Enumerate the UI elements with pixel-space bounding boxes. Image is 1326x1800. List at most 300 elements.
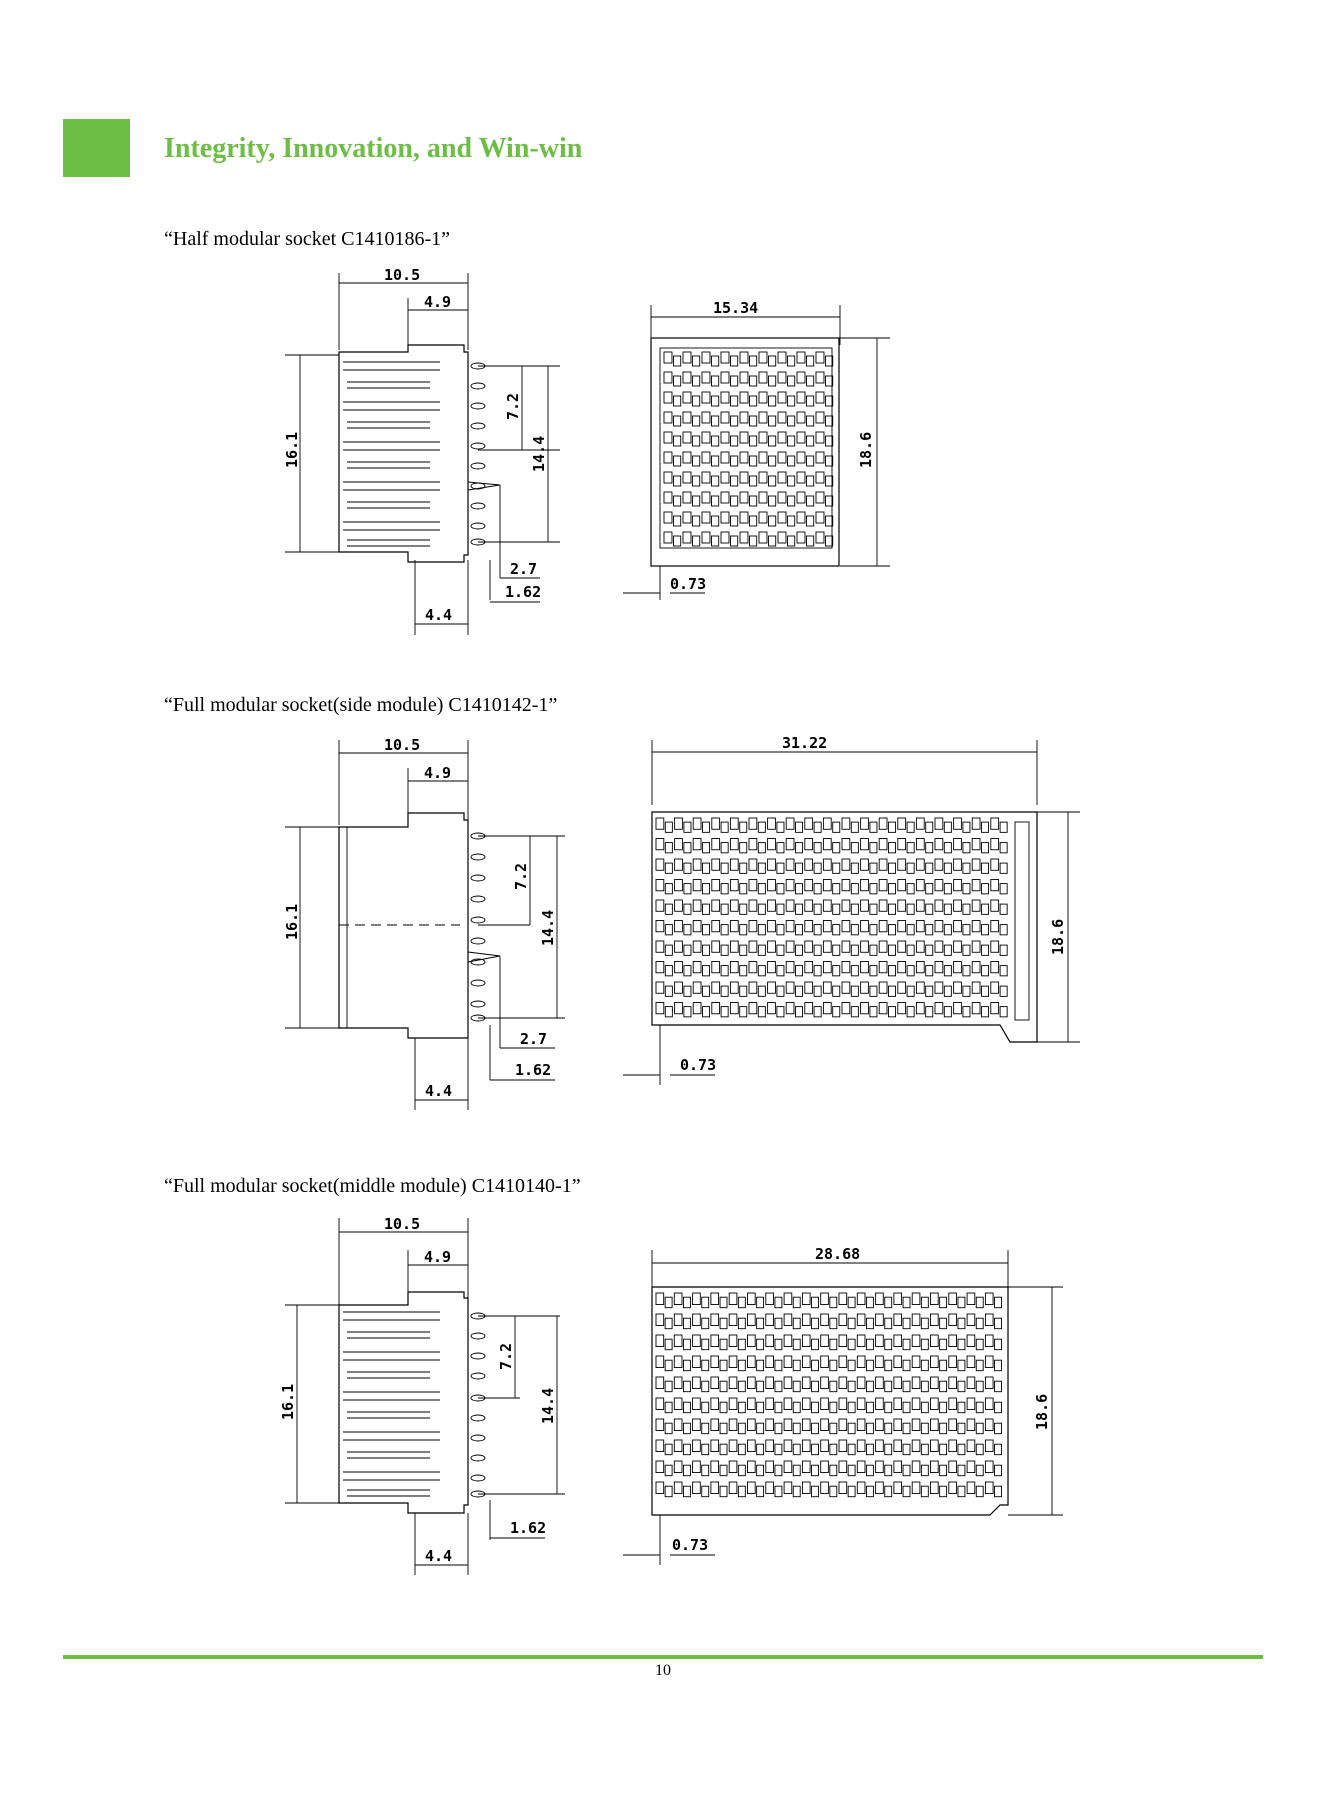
contact-cell	[851, 843, 858, 853]
dim-pitch-half: 7.2	[504, 392, 522, 420]
contact-cell	[802, 1419, 810, 1431]
contact-cell	[693, 900, 701, 911]
contact-cell	[861, 859, 869, 870]
contact-cell	[894, 1482, 902, 1494]
contact-cell	[954, 900, 962, 911]
contact-cell	[778, 492, 786, 503]
contact-cell	[683, 1381, 690, 1392]
contact-cell	[921, 1465, 928, 1476]
contact-cell	[702, 1402, 709, 1413]
contact-cell	[768, 900, 776, 911]
contact-cell	[793, 1423, 800, 1434]
contact-cell	[894, 1356, 902, 1368]
contact-cell	[814, 843, 821, 853]
contact-cell	[711, 1293, 719, 1305]
contact-cell	[879, 880, 887, 891]
contact-cell	[991, 962, 999, 973]
contact-cell	[702, 372, 710, 383]
contact-cell	[889, 904, 896, 914]
contact-cell	[738, 1318, 745, 1329]
contact-cell	[944, 945, 951, 955]
contact-cell	[693, 1356, 701, 1368]
contact-cell	[857, 1314, 865, 1326]
contact-cell	[740, 392, 748, 403]
contact-cell	[1000, 843, 1007, 853]
contact-cell	[766, 1440, 774, 1452]
contact-cell	[889, 945, 896, 955]
contact-cell	[664, 432, 672, 443]
contact-cell	[898, 818, 906, 829]
contact-cell	[796, 863, 803, 873]
contact-cell	[802, 1482, 810, 1494]
contact-cell	[693, 1003, 701, 1014]
contact-cell	[665, 822, 672, 832]
contact-cell	[759, 472, 767, 483]
contact-cell	[793, 1297, 800, 1308]
contact-cell	[778, 532, 786, 543]
contact-cell	[842, 921, 850, 932]
contact-cell	[870, 1007, 877, 1017]
contact-cell	[740, 372, 748, 383]
contact-cell	[972, 818, 980, 829]
contact-cell	[729, 1293, 737, 1305]
contact-cell	[995, 1444, 1002, 1455]
contact-cell	[711, 1461, 719, 1473]
contact-cell	[916, 962, 924, 973]
dim-offset-b: 1.62	[510, 1519, 547, 1537]
contact-cell	[816, 532, 824, 543]
contact-cell	[830, 1360, 837, 1371]
contact-cell	[729, 1356, 737, 1368]
contact-cell	[842, 880, 850, 891]
contact-cell	[702, 1339, 709, 1350]
dim-pitch-full: 14.4	[530, 435, 548, 472]
contact-cell	[889, 925, 896, 935]
contact-cell	[721, 843, 728, 853]
contact-cell	[750, 376, 757, 386]
contact-cell	[702, 392, 710, 403]
contact-cell	[740, 412, 748, 423]
contact-cell	[693, 376, 700, 386]
contact-cell	[683, 432, 691, 443]
contact-cell	[665, 1381, 672, 1392]
contact-cell	[839, 1377, 847, 1389]
contact-cell	[963, 925, 970, 935]
contact-cell	[995, 1297, 1002, 1308]
contact-cell	[712, 536, 719, 546]
contact-cell	[802, 1440, 810, 1452]
contact-cell	[916, 982, 924, 993]
contact-cell	[683, 1402, 690, 1413]
front-view-middle-module	[623, 1245, 1063, 1565]
contact-cell	[674, 1377, 682, 1389]
contact-cell	[926, 843, 933, 853]
contact-cell	[823, 921, 831, 932]
contact-cell	[821, 1314, 829, 1326]
contact-cell	[861, 900, 869, 911]
contact-cell	[848, 1381, 855, 1392]
contact-cell	[720, 1465, 727, 1476]
contact-cell	[665, 884, 672, 894]
contact-cell	[730, 941, 738, 952]
contact-cell	[693, 941, 701, 952]
contact-cell	[995, 1381, 1002, 1392]
contact-cell	[766, 1482, 774, 1494]
contact-cell	[758, 843, 765, 853]
contact-cell	[879, 921, 887, 932]
contact-cell	[889, 1007, 896, 1017]
contact-cell	[821, 1482, 829, 1494]
contact-cell	[769, 536, 776, 546]
contact-cell	[674, 1398, 682, 1410]
dim-pitch-half: 7.2	[497, 1342, 515, 1370]
contact-cell	[935, 1003, 943, 1014]
contact-cell	[712, 921, 720, 932]
contact-cell	[796, 986, 803, 996]
contact-cell	[777, 1007, 784, 1017]
contact-cell	[912, 1440, 920, 1452]
contact-cell	[674, 416, 681, 426]
contact-cell	[976, 1465, 983, 1476]
contact-cell	[876, 1356, 884, 1368]
contact-cell	[985, 1293, 993, 1305]
contact-cell	[665, 986, 672, 996]
contact-cell	[656, 1003, 664, 1014]
contact-cell	[738, 1360, 745, 1371]
contact-cell	[866, 1465, 873, 1476]
contact-cell	[769, 496, 776, 506]
contact-cell	[949, 1419, 957, 1431]
contact-cell	[683, 1297, 690, 1308]
contact-cell	[656, 1419, 664, 1431]
contact-cell	[684, 945, 691, 955]
contact-cell	[830, 1318, 837, 1329]
contact-cell	[805, 982, 813, 993]
contact-cell	[731, 456, 738, 466]
contact-cell	[967, 1398, 975, 1410]
contact-cell	[935, 941, 943, 952]
contact-cell	[812, 1423, 819, 1434]
contact-cell	[740, 472, 748, 483]
contact-cell	[1000, 884, 1007, 894]
contact-cell	[985, 1377, 993, 1389]
contact-cell	[879, 839, 887, 850]
dim-front-height: 18.6	[1033, 1393, 1051, 1430]
contact-cell	[703, 904, 710, 914]
contact-cell	[775, 1444, 782, 1455]
contact-cell	[768, 982, 776, 993]
drawing-half-modular	[0, 265, 1326, 645]
contact-cell	[748, 1419, 756, 1431]
contact-cell	[830, 1465, 837, 1476]
contact-cell	[775, 1465, 782, 1476]
contact-cell	[848, 1465, 855, 1476]
section-caption-middle-module: “Full modular socket(middle module) C1410140-1”	[164, 1175, 581, 1197]
contact-cell	[870, 822, 877, 832]
contact-cell	[777, 843, 784, 853]
contact-cell	[991, 900, 999, 911]
contact-cell	[848, 1339, 855, 1350]
contact-cell	[656, 900, 664, 911]
contact-cell	[769, 396, 776, 406]
contact-cell	[674, 1440, 682, 1452]
contact-cell	[972, 921, 980, 932]
contact-cell	[995, 1360, 1002, 1371]
contact-cell	[749, 962, 757, 973]
contact-cell	[944, 843, 951, 853]
contact-cell	[796, 843, 803, 853]
contact-cell	[731, 476, 738, 486]
contact-cell	[757, 1297, 764, 1308]
contact-cell	[912, 1293, 920, 1305]
contact-cell	[766, 1461, 774, 1473]
contact-cell	[833, 863, 840, 873]
contact-cell	[777, 904, 784, 914]
contact-cell	[721, 884, 728, 894]
contact-cell	[758, 925, 765, 935]
contact-cell	[931, 1293, 939, 1305]
contact-cell	[656, 818, 664, 829]
contact-cell	[731, 416, 738, 426]
section-caption-half-modular: “Half modular socket C1410186-1”	[164, 228, 451, 250]
contact-cell	[807, 516, 814, 526]
contact-cell	[805, 880, 813, 891]
contact-cell	[954, 859, 962, 870]
contact-cell	[797, 472, 805, 483]
contact-cell	[786, 982, 794, 993]
contact-cell	[711, 1398, 719, 1410]
contact-cell	[703, 945, 710, 955]
contact-cell	[702, 412, 710, 423]
contact-cell	[712, 962, 720, 973]
contact-cell	[814, 1007, 821, 1017]
contact-cell	[784, 1335, 792, 1347]
contact-cell	[740, 986, 747, 996]
contact-cell	[995, 1486, 1002, 1497]
contact-cell	[851, 945, 858, 955]
contact-cell	[769, 516, 776, 526]
contact-cell	[807, 476, 814, 486]
contact-cell	[748, 1314, 756, 1326]
contact-cell	[684, 986, 691, 996]
contact-cell	[944, 904, 951, 914]
contact-cell	[926, 1007, 933, 1017]
contact-cell	[711, 1335, 719, 1347]
contact-cell	[740, 532, 748, 543]
contact-cell	[931, 1419, 939, 1431]
contact-cell	[748, 1356, 756, 1368]
contact-cell	[768, 839, 776, 850]
contact-cell	[857, 1440, 865, 1452]
contact-cell	[711, 1419, 719, 1431]
contact-cell	[903, 1465, 910, 1476]
contact-cell	[759, 392, 767, 403]
contact-cell	[991, 941, 999, 952]
contact-cell	[972, 962, 980, 973]
header-accent-block	[63, 119, 130, 177]
contact-cell	[778, 412, 786, 423]
contact-cell	[851, 986, 858, 996]
contact-cell	[683, 352, 691, 363]
contact-cell	[995, 1402, 1002, 1413]
contact-cell	[712, 416, 719, 426]
contact-cell	[889, 822, 896, 832]
contact-cell	[729, 1440, 737, 1452]
contact-cell	[665, 1465, 672, 1476]
contact-cell	[954, 1003, 962, 1014]
contact-cell	[807, 376, 814, 386]
contact-cell	[926, 822, 933, 832]
contact-cell	[720, 1423, 727, 1434]
contact-cell	[898, 900, 906, 911]
contact-cell	[894, 1293, 902, 1305]
contact-cell	[721, 532, 729, 543]
contact-cell	[758, 1007, 765, 1017]
contact-cell	[758, 884, 765, 894]
contact-cell	[675, 962, 683, 973]
contact-cell	[748, 1293, 756, 1305]
contact-cell	[740, 925, 747, 935]
contact-cell	[894, 1461, 902, 1473]
contact-cell	[976, 1402, 983, 1413]
contact-cell	[796, 884, 803, 894]
dim-pitch-full: 14.4	[539, 1387, 557, 1424]
contact-cell	[674, 1461, 682, 1473]
contact-cell	[916, 1003, 924, 1014]
contact-cell	[693, 456, 700, 466]
contact-cell	[931, 1356, 939, 1368]
contact-cell	[912, 1419, 920, 1431]
contact-cell	[940, 1402, 947, 1413]
contact-cell	[786, 962, 794, 973]
contact-cell	[656, 1398, 664, 1410]
contact-cell	[954, 880, 962, 891]
contact-cell	[757, 1318, 764, 1329]
contact-cell	[823, 839, 831, 850]
contact-cell	[665, 1423, 672, 1434]
dim-offset-a: 2.7	[510, 560, 538, 578]
contact-cell	[766, 1314, 774, 1326]
contact-cell	[963, 822, 970, 832]
contact-cell	[963, 945, 970, 955]
contact-cell	[839, 1293, 847, 1305]
contact-cell	[839, 1314, 847, 1326]
contact-cell	[758, 863, 765, 873]
contact-cell	[675, 941, 683, 952]
front-view-half-modular	[623, 299, 890, 600]
contact-cell	[991, 818, 999, 829]
contact-cell	[793, 1318, 800, 1329]
contact-cell	[712, 376, 719, 386]
contact-cell	[995, 1465, 1002, 1476]
contact-cell	[674, 1314, 682, 1326]
contact-cell	[842, 818, 850, 829]
contact-cell	[788, 416, 795, 426]
contact-cell	[693, 1293, 701, 1305]
contact-cell	[903, 1444, 910, 1455]
drawing-side-module	[0, 732, 1326, 1112]
contact-cell	[712, 941, 720, 952]
contact-cell	[851, 884, 858, 894]
contact-cell	[976, 1318, 983, 1329]
contact-cell	[750, 416, 757, 426]
contact-cell	[702, 512, 710, 523]
contact-cell	[730, 1003, 738, 1014]
contact-cell	[912, 1335, 920, 1347]
contact-cell	[702, 1486, 709, 1497]
contact-cell	[885, 1486, 892, 1497]
contact-cell	[958, 1423, 965, 1434]
contact-cell	[921, 1423, 928, 1434]
contact-cell	[861, 818, 869, 829]
contact-cell	[693, 818, 701, 829]
contact-cell	[749, 839, 757, 850]
contact-cell	[839, 1398, 847, 1410]
contact-cell	[935, 859, 943, 870]
contact-cell	[740, 1007, 747, 1017]
contact-cell	[749, 900, 757, 911]
contact-cell	[907, 884, 914, 894]
contact-cell	[703, 822, 710, 832]
contact-cell	[712, 839, 720, 850]
contact-cell	[842, 962, 850, 973]
contact-cell	[839, 1335, 847, 1347]
contact-cell	[848, 1318, 855, 1329]
contact-cell	[702, 1381, 709, 1392]
contact-cell	[1000, 1007, 1007, 1017]
contact-cell	[958, 1444, 965, 1455]
contact-cell	[885, 1339, 892, 1350]
contact-cell	[693, 516, 700, 526]
contact-cell	[674, 1335, 682, 1347]
contact-cell	[664, 352, 672, 363]
contact-cell	[656, 1440, 664, 1452]
contact-cell	[830, 1423, 837, 1434]
contact-cell	[944, 822, 951, 832]
contact-cell	[683, 1486, 690, 1497]
contact-cell	[814, 986, 821, 996]
contact-cell	[693, 1314, 701, 1326]
contact-cell	[805, 818, 813, 829]
contact-cell	[807, 496, 814, 506]
contact-cell	[674, 396, 681, 406]
contact-cell	[720, 1402, 727, 1413]
contact-cell	[665, 904, 672, 914]
contact-cell	[931, 1335, 939, 1347]
contact-cell	[784, 1419, 792, 1431]
contact-cell	[812, 1360, 819, 1371]
contact-cell	[812, 1339, 819, 1350]
contact-cell	[712, 1003, 720, 1014]
contact-cell	[721, 392, 729, 403]
contact-cell	[656, 859, 664, 870]
contact-cell	[664, 472, 672, 483]
contact-cell	[944, 884, 951, 894]
contact-cell	[814, 863, 821, 873]
contact-cell	[769, 476, 776, 486]
contact-cell	[777, 986, 784, 996]
contact-cell	[848, 1444, 855, 1455]
contact-cell	[991, 839, 999, 850]
contact-cell	[721, 472, 729, 483]
contact-cell	[894, 1398, 902, 1410]
contact-cell	[749, 859, 757, 870]
contact-cell	[894, 1335, 902, 1347]
contact-cell	[857, 1377, 865, 1389]
contact-cell	[958, 1297, 965, 1308]
contact-cell	[807, 436, 814, 446]
contact-cell	[870, 843, 877, 853]
